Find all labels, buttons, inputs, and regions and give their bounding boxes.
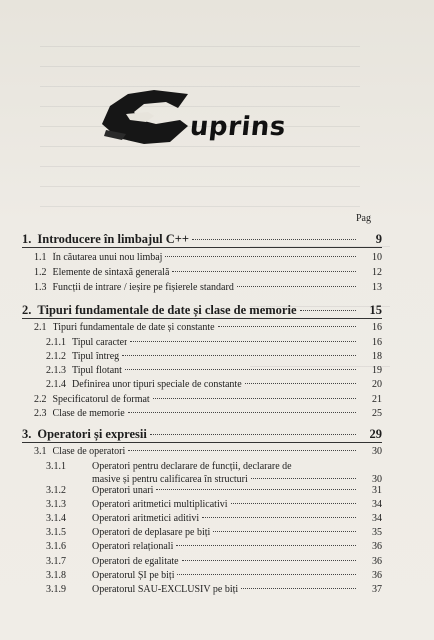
dot-leader — [150, 434, 356, 435]
dot-leader — [122, 355, 356, 356]
entry-title: Tipul flotant — [72, 365, 122, 376]
entry-number: 2.3 — [34, 408, 47, 419]
entry-title: Clase de memorie — [52, 408, 125, 419]
entry-number: 3.1.9 — [46, 584, 66, 595]
entry-number: 1.2 — [34, 267, 47, 278]
dot-leader — [237, 286, 356, 287]
dot-leader — [172, 271, 356, 272]
section-entry — [46, 499, 382, 510]
entry-number: 1. — [22, 232, 32, 246]
chapter-entry — [22, 427, 382, 442]
dot-leader — [153, 398, 356, 399]
entry-title: Operatori unari — [92, 485, 154, 496]
entry-page-number: 36 — [372, 556, 382, 567]
entry-number: 1.1 — [34, 252, 47, 263]
section-entry — [46, 513, 382, 524]
chapter-underline — [22, 442, 382, 443]
entry-title: Introducere în limbajul C++ — [37, 232, 190, 246]
section-entry — [46, 541, 382, 552]
entry-page-number: 15 — [369, 303, 382, 317]
dot-leader — [241, 588, 356, 589]
entry-number: 2.1.1 — [46, 337, 66, 348]
section-entry — [34, 282, 382, 293]
entry-page-number: 19 — [372, 365, 382, 376]
dot-leader — [156, 489, 356, 490]
entry-page-number: 25 — [372, 408, 382, 419]
entry-number: 3.1.6 — [46, 541, 66, 552]
entry-page-number: 16 — [372, 337, 382, 348]
entry-page-number: 9 — [375, 232, 382, 246]
chapter-entry — [22, 232, 382, 247]
section-entry — [46, 379, 382, 390]
section-entry-line1 — [46, 461, 292, 472]
section-entry — [34, 408, 382, 419]
entry-page-number: 35 — [372, 527, 382, 538]
entry-title: Operatori de egalitate — [92, 556, 179, 567]
section-entry — [46, 485, 382, 496]
dot-leader — [128, 412, 356, 413]
entry-number: 3.1.7 — [46, 556, 66, 567]
section-entry — [34, 252, 382, 263]
entry-title: Tipuri fundamentale de date și clase de memorie — [37, 303, 297, 317]
entry-title: În căutarea unui nou limbaj — [52, 252, 163, 263]
section-entry — [46, 527, 382, 538]
entry-number: 3.1.3 — [46, 499, 66, 510]
entry-number: 2.1.2 — [46, 351, 66, 362]
dot-leader — [251, 478, 356, 479]
entry-title: Specificatorul de format — [52, 394, 150, 405]
dot-leader — [300, 310, 357, 311]
entry-page-number: 30 — [372, 474, 382, 485]
dot-leader — [125, 369, 356, 370]
entry-number: 2.1.3 — [46, 365, 66, 376]
entry-title: Definirea unor tipuri speciale de constante — [72, 379, 242, 390]
entry-page-number: 13 — [372, 282, 382, 293]
section-entry — [46, 570, 382, 581]
section-entry — [34, 446, 382, 457]
entry-number: 3.1.2 — [46, 485, 66, 496]
entry-title: Tipul întreg — [72, 351, 120, 362]
entry-page-number: 18 — [372, 351, 382, 362]
entry-number: 2.1 — [34, 322, 47, 333]
entry-number: 2.2 — [34, 394, 47, 405]
entry-title: Operatori de deplasare pe biți — [92, 527, 211, 538]
entry-page-number: 34 — [372, 499, 382, 510]
dot-leader — [128, 450, 356, 451]
entry-title-continued: masive și pentru calificarea în structuri — [92, 474, 248, 485]
chapter-underline — [22, 318, 382, 319]
entry-number: 3. — [22, 427, 32, 441]
dot-leader — [176, 545, 356, 546]
dot-leader — [177, 574, 356, 575]
entry-number: 3.1 — [34, 446, 47, 457]
entry-number: 2. — [22, 303, 32, 317]
entry-page-number: 12 — [372, 267, 382, 278]
entry-page-number: 36 — [372, 541, 382, 552]
contents-logo-text: uprins — [188, 112, 288, 142]
entry-title: Operatorul SAU-EXCLUSIV pe biți — [92, 584, 239, 595]
entry-title: Tipul caracter — [72, 337, 128, 348]
section-entry — [34, 394, 382, 405]
entry-page-number: 34 — [372, 513, 382, 524]
section-entry — [46, 556, 382, 567]
dot-leader — [245, 383, 356, 384]
entry-page-number: 29 — [369, 427, 382, 441]
entry-title: Operatori și expresii — [37, 427, 147, 441]
entry-title: Operatori relaționali — [92, 541, 174, 552]
entry-page-number: 21 — [372, 394, 382, 405]
section-entry — [46, 584, 382, 595]
entry-title: Clase de operatori — [52, 446, 126, 457]
section-entry — [34, 322, 382, 333]
entry-title: Elemente de sintaxă generală — [52, 267, 170, 278]
dot-leader — [202, 517, 356, 518]
dot-leader — [218, 326, 356, 327]
entry-title: Operatorul ȘI pe biți — [92, 570, 175, 581]
section-entry — [92, 474, 382, 485]
entry-page-number: 36 — [372, 570, 382, 581]
dot-leader — [165, 256, 356, 257]
entry-page-number: 20 — [372, 379, 382, 390]
entry-number: 2.1.4 — [46, 379, 66, 390]
entry-page-number: 16 — [372, 322, 382, 333]
page-column-label: Pag — [356, 213, 371, 224]
dot-leader — [192, 239, 356, 240]
chapter-entry — [22, 303, 382, 318]
entry-title: Operatori pentru declarare de funcții, declarare de — [92, 461, 292, 472]
dot-leader — [213, 531, 356, 532]
entry-number: 1.3 — [34, 282, 47, 293]
entry-number: 3.1.1 — [46, 461, 66, 472]
entry-number: 3.1.5 — [46, 527, 66, 538]
entry-page-number: 10 — [372, 252, 382, 263]
entry-title: Funcții de intrare / ieșire pe fișierele standard — [52, 282, 234, 293]
entry-title: Tipuri fundamentale de date și constante — [52, 322, 215, 333]
entry-page-number: 30 — [372, 446, 382, 457]
entry-page-number: 37 — [372, 584, 382, 595]
entry-title: Operatori aritmetici aditivi — [92, 513, 200, 524]
section-entry — [46, 337, 382, 348]
section-entry — [46, 365, 382, 376]
dot-leader — [231, 503, 356, 504]
dot-leader — [130, 341, 356, 342]
section-entry — [46, 351, 382, 362]
entry-number: 3.1.4 — [46, 513, 66, 524]
entry-number: 3.1.8 — [46, 570, 66, 581]
entry-page-number: 31 — [372, 485, 382, 496]
entry-title: Operatori aritmetici multiplicativi — [92, 499, 228, 510]
dot-leader — [182, 560, 356, 561]
section-entry — [34, 267, 382, 278]
chapter-underline — [22, 247, 382, 248]
